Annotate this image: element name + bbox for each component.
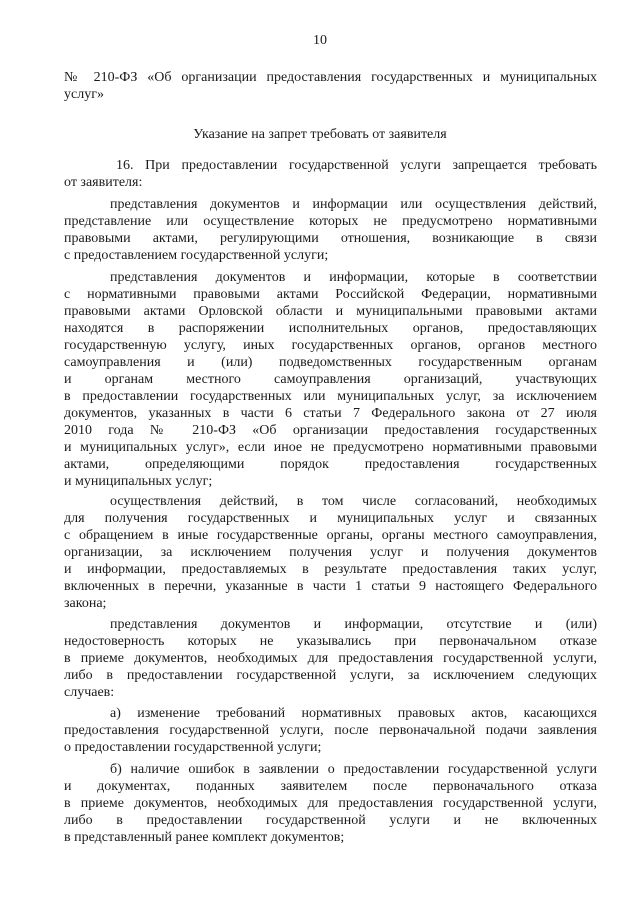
body-line: в приеме документов, необходимых для предоставления государственной услуги, <box>64 651 597 666</box>
body-line: включенных в перечни, указанные в части 1 статьи 9 настоящего Федерального <box>64 579 597 594</box>
body-line: 16. При предоставлении государственной услуги запрещается требовать <box>116 158 597 173</box>
body-line: либо в предоставлении государственной услуги, за исключением следующих <box>64 668 597 683</box>
body-line: и документах, поданных заявителем после первоначального отказа <box>64 779 597 794</box>
body-line: а) изменение требований нормативных правовых актов, касающихся <box>110 706 597 721</box>
body-line: о предоставлении государственной услуги; <box>64 740 322 755</box>
body-line: в приеме документов, необходимых для предоставления государственной услуги, <box>64 796 597 811</box>
body-line: самоуправления и (или) подведомственных государственным органам <box>64 355 597 370</box>
body-line: осуществления действий, в том числе согласований, необходимых <box>110 494 597 509</box>
body-line: правовыми актами, регулирующими отношения, возникающие в связи <box>64 231 597 246</box>
body-line: случаев: <box>64 685 115 700</box>
body-line: документов, указанных в части 6 статьи 7 Федерального закона от 27 июля <box>64 406 597 421</box>
body-line: для получения государственных и муниципальных услуг и связанных <box>64 511 597 526</box>
body-line: представления документов и информации, отсутствие и (или) <box>110 617 597 632</box>
body-line: б) наличие ошибок в заявлении о предоставлении государственной услуги <box>110 762 597 777</box>
body-line: с нормативными правовыми актами Российской Федерации, нормативными <box>64 287 597 302</box>
body-line: с предоставлением государственной услуги; <box>64 248 329 263</box>
body-line: представление или осуществление которых не предусмотрено нормативными <box>64 214 597 229</box>
body-line: недостоверность которых не указывались при первоначальном отказе <box>64 634 597 649</box>
body-line: и органам местного самоуправления организаций, участвующих <box>64 372 597 387</box>
body-line: либо в предоставлении государственной услуги и не включенных <box>64 813 597 828</box>
body-line: и муниципальных услуг; <box>64 474 213 489</box>
header-line: услуг» <box>64 87 104 102</box>
body-line: от заявителя: <box>64 175 143 190</box>
body-line: в представленный ранее комплект документов; <box>64 830 345 845</box>
body-line: правовыми актами Орловской области и муниципальными правовыми актами <box>64 304 597 319</box>
body-line: государственную услугу, иных государственных органов, органов местного <box>64 338 597 353</box>
page-number: 10 <box>313 33 327 48</box>
body-line: представления документов и информации, которые в соответствии <box>110 270 597 285</box>
body-line: организации, за исключением получения услуг и получения документов <box>64 545 597 560</box>
body-line: представления документов и информации или осуществления действий, <box>110 197 597 212</box>
body-line: находятся в распоряжении исполнительных органов, предоставляющих <box>64 321 597 336</box>
body-line: в предоставлении государственных или муниципальных услуг, за исключением <box>64 389 597 404</box>
body-line: 2010 года № 210-ФЗ «Об организации предоставления государственных <box>64 423 597 438</box>
body-line: предоставления государственной услуги, после первоначальной подачи заявления <box>64 723 597 738</box>
body-line: закона; <box>64 596 107 611</box>
body-line: с обращением в иные государственные органы, органы местного самоуправления, <box>64 528 597 543</box>
header-line: № 210-ФЗ «Об организации предоставления государственных и муниципальных <box>64 70 597 85</box>
body-line: и муниципальных услуг», если иное не предусмотрено нормативными правовыми <box>64 440 597 455</box>
body-line: актами, определяющими порядок предоставления государственных <box>64 457 597 472</box>
section-title: Указание на запрет требовать от заявителя <box>193 127 447 142</box>
body-line: и информации, предоставляемых в результате предоставления таких услуг, <box>64 562 597 577</box>
